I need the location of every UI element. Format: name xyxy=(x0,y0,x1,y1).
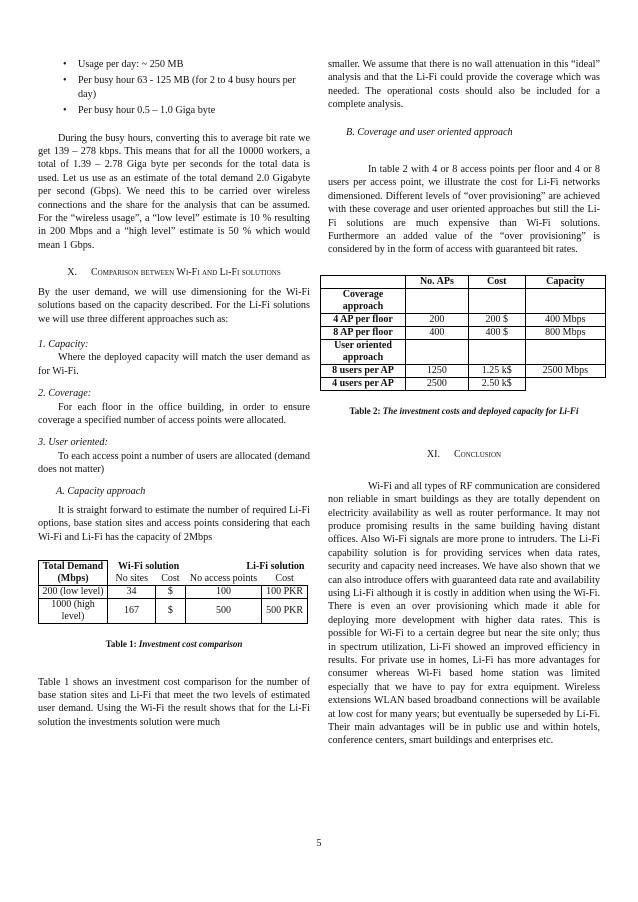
table2-caption xyxy=(328,405,600,418)
table-subheader: No sites xyxy=(115,573,148,585)
table-cell: 800 Mbps xyxy=(525,326,605,339)
table-row xyxy=(39,599,308,624)
table-cell xyxy=(468,339,525,364)
left-column xyxy=(38,58,310,729)
table-cell: 2.50 k$ xyxy=(468,377,525,390)
table-header-total-demand: Total Demand (Mbps) xyxy=(39,561,108,586)
table-cell: 2500 Mbps xyxy=(525,364,605,377)
table-cell: 1.25 k$ xyxy=(468,364,525,377)
table-row-label: 8 users per AP xyxy=(321,364,406,377)
caption-text: Investment cost comparison xyxy=(138,639,243,650)
table-cell xyxy=(406,339,469,364)
table-cell: 200 (low level) xyxy=(39,586,108,599)
table-subheader: Cost xyxy=(275,573,294,585)
table-cell: 500 PKR xyxy=(262,599,308,624)
table-header-wifi: Wi-Fi solution xyxy=(118,560,180,572)
table-cell: 1000 (high level) xyxy=(39,599,108,624)
subsection-heading-a: A. Capacity approach xyxy=(56,485,146,497)
table-row-label: 8 AP per floor xyxy=(321,326,406,339)
paragraph-coverage-user: In table 2 with 4 or 8 access points per floor and 4 or 8 users per access point, we illustrate the cost for Li-Fi networks dimensioned. Different levels of “over provisioning” are achieved with these coverage and user oriented approaches but still the Li-Fi solutions are much expensive than Wi-Fi solutions. Furthermore an added value of the “over provisioning” is considered by in the form of access with guaranteed bit rates. xyxy=(328,164,600,256)
table-row xyxy=(321,364,606,377)
table-row xyxy=(39,586,308,599)
section-heading-xi xyxy=(328,448,600,461)
paragraph-capacity-approach: It is straight forward to estimate the number of required Li-Fi options, base station sites and access points considering that each Wi-Fi and Li-Fi has the capacity of 2Mbps xyxy=(38,504,310,543)
table-cell xyxy=(468,288,525,313)
item-heading-capacity: 1. Capacity: xyxy=(38,338,89,350)
table-investment-cost xyxy=(38,560,308,624)
table-header-capacity: Capacity xyxy=(525,275,605,288)
section-title: Conclusion xyxy=(453,449,502,461)
item-text-capacity: Where the deployed capacity will match the user demand as for Wi-Fi. xyxy=(38,352,310,377)
page-number: 5 xyxy=(316,838,322,849)
table-cell: 2500 xyxy=(406,377,469,390)
caption-label: Table 2: xyxy=(349,405,383,416)
table-header-aps: No. APs xyxy=(406,275,469,288)
caption-label: Table 1: xyxy=(105,639,139,650)
section-number: X. xyxy=(67,267,77,279)
table-cell: $ xyxy=(155,599,185,624)
table-row xyxy=(321,326,606,339)
table-header-lifi: Li-Fi solution xyxy=(246,560,305,572)
table-cell: 34 xyxy=(108,586,156,599)
table-cell: 400 $ xyxy=(468,326,525,339)
table-cell: 100 PKR xyxy=(262,586,308,599)
caption-text: The investment costs and deployed capacity for Li-Fi xyxy=(382,405,579,416)
bullet-item: • Per busy hour 0.5 – 1.0 Giga byte xyxy=(78,104,310,117)
table-cell xyxy=(525,288,605,313)
table-cell xyxy=(406,288,469,313)
paragraph-user-demand: By the user demand, we will use dimensioning for the Wi-Fi solutions based on the capacity described. For the Li-Fi solutions we will use three different approaches such as: xyxy=(38,286,310,325)
table-cell xyxy=(525,339,605,364)
table-group-label: Coverage approach xyxy=(321,288,406,313)
table-cell: $ xyxy=(155,586,185,599)
table-cell: 400 xyxy=(406,326,469,339)
subsection-heading-b: B. Coverage and user oriented approach xyxy=(346,126,513,138)
table-cell xyxy=(525,377,605,390)
table-row-label: 4 users per AP xyxy=(321,377,406,390)
right-column xyxy=(328,58,600,748)
paragraph-busy-hours: During the busy hours, converting this to average bit rate we get 139 – 278 kbps. This means that for all the 10000 workers, a total of 1.39 – 2.78 Giga byte per seconds for the total data is used. Let us use as an estimate of the total demand 2.0 Gigabyte per second (Gbps). We need this to be carried over wireless connections and the share for the analysis that can be assumed. For the “wireless usage”, a “low level” estimate is 10 % resulting in 200 Mbps and a “high level” estimate is 50 % which would mean 1 Gbps. xyxy=(38,132,310,251)
paragraph-continued: smaller. We assume that there is no wall attenuation in this “ideal” analysis and that the Li-Fi could provide the coverage which was needed. The operational costs should also be included for a complete analysis. xyxy=(328,59,600,111)
table-cell: 500 xyxy=(185,599,261,624)
table-subheader: No access points xyxy=(189,573,258,585)
bullet-item: • Per busy hour 63 - 125 MB (for 2 to 4 busy hours per day) xyxy=(78,74,310,101)
item-text-user-oriented: To each access point a number of users are allocated (demand does not matter) xyxy=(38,450,310,476)
item-text-coverage: For each floor in the office building, in order to ensure coverage a specified number of access points were allocated. xyxy=(38,401,310,426)
table-cell: 200 $ xyxy=(468,313,525,326)
paragraph-table1-discussion: Table 1 shows an investment cost comparison for the number of base station sites and Li-Fi that meet the two levels of estimated user demand. Using the Wi-Fi the result shows that for the Li-Fi solution the investments solution were much xyxy=(38,676,310,728)
table-group-label: User oriented approach xyxy=(321,339,406,364)
table-cell: 200 xyxy=(406,313,469,326)
table-cell: 400 Mbps xyxy=(525,313,605,326)
paragraph-conclusion: Wi-Fi and all types of RF communication are considered non reliable in smart buildings as they are totally dependent on electricity availability as well as router performance. It may not produce promising results in the same building having distant offices. Also Wi-Fi signals are more prone to intruders. The Li-Fi capability solution is for providing services when data rates, security and capacity need increases. We have also shown that we can also introduce offers with guaranteed data rate and availability using Li-Fi although it is costly in addition when using the Wi-Fi. There is even an over provisioning which made it able for deploying more development with higher data rates. This is possible for Wi-Fi to a certain degree but near the site only; thus in spectrum utilization, Li-Fi showed an improved efficiency in results. For private use in homes, Li-Fi has more advantages for consumer whereas Wi-Fi based home station was limited especially that we have to pay for extra equipment. Wireless extensions WLAN based broadband connections will be available at low cost for many years; but eventually be superseded by Li-Fi. Their main advantages will be in public use and within hotels, conference centers, smart buildings and enterprises etc. xyxy=(328,480,600,747)
item-heading-user-oriented: 3. User oriented: xyxy=(38,437,108,449)
section-number: XI. xyxy=(426,449,440,461)
table-header-cost: Cost xyxy=(468,275,525,288)
table-cell: 1250 xyxy=(406,364,469,377)
table-row-label: 4 AP per floor xyxy=(321,313,406,326)
section-heading-x xyxy=(38,266,310,279)
item-heading-coverage: 2. Coverage: xyxy=(38,388,92,400)
table-lifi-cost-capacity xyxy=(320,275,606,391)
table-row xyxy=(321,377,606,390)
table-cell: 167 xyxy=(108,599,156,624)
table-subheader: Cost xyxy=(161,573,180,585)
table1-caption xyxy=(38,638,310,651)
usage-bullet-list xyxy=(38,58,310,118)
table-row xyxy=(321,313,606,326)
bullet-item: • Usage per day: ~ 250 MB xyxy=(78,58,310,71)
table-cell: 100 xyxy=(185,586,261,599)
table-corner xyxy=(321,275,406,288)
section-title: Comparison between Wi-Fi and Li-Fi solutions xyxy=(91,267,281,279)
